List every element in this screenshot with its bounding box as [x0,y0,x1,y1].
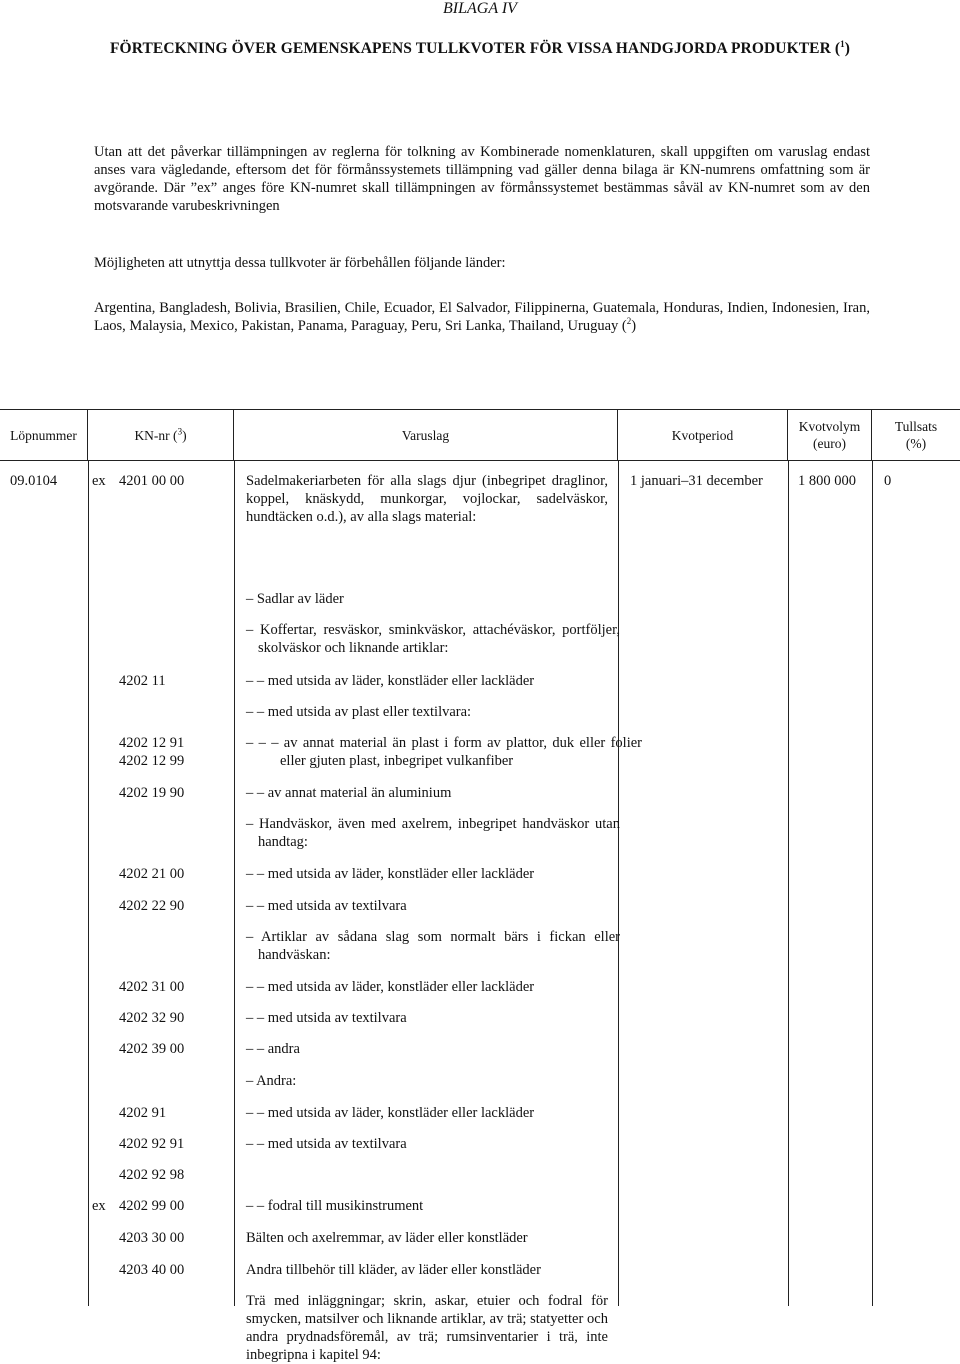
header-kn [88,410,234,460]
kn-number: 4202 22 90 [119,898,185,914]
description: – – med utsida av läder, konstläder eller lackläder [246,979,535,995]
description: – – fodral till musikinstrument [246,1198,424,1214]
header-duty-line2: (%) [905,436,927,451]
column-divider [618,461,619,1306]
description: – – med utsida av plast eller textilvara: [246,704,472,720]
kn-number: 4202 11 [119,673,166,689]
kn-code [92,1040,204,1058]
header-period [618,410,788,460]
kn-number: 4202 91 [119,1105,167,1121]
description: – – med utsida av textilvara [246,1010,407,1026]
column-divider [788,461,789,1306]
header-kn-text: KN-nr ( [134,427,178,443]
description: – Artiklar av sådana slag som normalt bärs i fickan eller handväskan: [246,929,620,963]
annex-label: BILAGA IV [443,0,517,17]
header-kn-label [134,427,186,444]
column-divider [872,461,873,1306]
kn-number: 4201 00 00 [119,473,185,489]
duty-rate: 0 [884,473,892,489]
description: – – med utsida av läder, konstläder eller lackläder [246,673,535,689]
description: – Andra: [246,1073,297,1089]
header-volume-line1: Kvotvolym [798,419,861,434]
footnote-ref-3: 3 [177,426,183,436]
description: – Sadlar av läder [246,591,344,607]
description: – – med utsida av textilvara [246,1136,407,1152]
table-body [0,461,960,1363]
header-volume-label [799,418,861,452]
serial-number: 09.0104 [10,473,58,489]
header-duty-line1: Tullsats [894,419,938,434]
kn-number: 4202 31 00 [119,979,185,995]
kn-code [92,865,204,883]
kn-code [92,1197,204,1215]
annex-title-close: ) [844,40,851,57]
description: Andra tillbehör till kläder, av läder eller konstläder [246,1262,541,1278]
ex-marker: ex [92,473,106,489]
description: – – med utsida av läder, konstläder eller lackläder [246,866,535,882]
description: – – – av annat material än plast i form av plattor, duk eller folier eller gjuten plast, inbegripet vulkanfiber [246,735,642,769]
header-serial [0,410,88,460]
kn-number: 4202 12 99 [119,753,185,769]
kn-number: 4202 39 00 [119,1041,185,1057]
description: – – med utsida av läder, konstläder eller lackläder [246,1105,535,1121]
description: – Handväskor, även med axelrem, inbegripet handväskor utan handtag: [246,816,620,850]
description: – – med utsida av textilvara [246,898,407,914]
description: Trä med inläggningar; skrin, askar, etuier och fodral för smycken, matsilver och liknande artiklar, av trä; statyetter och andra prydnadsföremål, av trä; rumsinventarier i trä, inte inbegripna i kapitel 94: [246,1293,608,1363]
description: – – andra [246,1041,300,1057]
quota-table [0,409,960,1363]
header-duty [872,410,960,460]
column-divider [234,461,235,1306]
description: Bälten och axelremmar, av läder eller konstläder [246,1230,528,1246]
kn-code [92,734,204,752]
kn-code [92,1166,204,1184]
kn-number: 4202 19 90 [119,785,185,801]
kn-code [92,672,204,690]
annex-title-text: FÖRTECKNING ÖVER GEMENSKAPENS TULLKVOTER FÖR VISSA HANDGJORDA PRODUKTER ( [109,40,841,57]
annex-title [0,40,960,58]
kn-code [92,752,204,770]
kn-number: 4203 40 00 [119,1262,185,1278]
kn-code [92,1135,204,1153]
description: – Koffertar, resväskor, sminkväskor, attachéväskor, portföljer, skolväskor och liknande artiklar: [246,622,620,656]
column-divider [88,461,89,1306]
kn-code [92,1104,204,1122]
description: Sadelmakeriarbeten för alla slags djur (inbegripet draglinor, koppel, knäskydd, munkorgar, vojlockar, sadelväskor, hundtäcken o.d.), av alla slags material: [246,473,608,525]
kn-number: 4202 99 00 [119,1198,185,1214]
kn-number: 4202 21 00 [119,866,185,882]
quota-period: 1 januari–31 december [630,473,763,489]
kn-code [92,784,204,802]
intro-paragraph: Utan att det påverkar tillämpningen av reglerna för tolkning av Kombinerade nomenklaturen, skall uppgiften om varuslag endast anses vara vägledande, eftersom det för förmånssystemets tillämpning vad gäller denna bilaga är KN-numrens omfattning som är avgörande. Där ”ex” anges före KN-numret skall tillämpningen av förmånssystemet bestämmas såväl av KN-numret som av den motsvarande varubeskrivningen [94,144,870,214]
header-description-label: Varuslag [401,427,450,443]
kn-code [92,1229,204,1247]
header-serial-label: Löpnummer [10,427,77,443]
kn-code [92,897,204,915]
header-period-label: Kvotperiod [671,427,734,443]
ex-marker: ex [92,1198,106,1214]
header-description [234,410,618,460]
quota-volume: 1 800 000 [798,473,856,489]
description: – – av annat material än aluminium [246,785,452,801]
footnote-ref-2: 2 [626,316,632,327]
kn-number: 4202 32 90 [119,1010,185,1026]
header-volume [788,410,872,460]
table-header [0,409,960,461]
kn-number: 4203 30 00 [119,1230,185,1246]
kn-number: 4202 92 91 [119,1136,185,1152]
footnote-ref-1: 1 [840,38,845,49]
kn-code [92,978,204,996]
country-list [94,299,870,335]
kn-number: 4202 92 98 [119,1167,185,1183]
kn-number: 4202 12 91 [119,735,185,751]
header-volume-line2: (euro) [813,436,846,451]
country-list-text: Argentina, Bangladesh, Bolivia, Brasilien, Chile, Ecuador, El Salvador, Filippinerna, Guatemala, Honduras, Indien, Indonesien, Iran, Laos, Malaysia, Mexico, Pakistan, Panama, Paraguay, Peru, Sri Lanka, Thailand, Uruguay ( [94,300,870,334]
header-kn-close: ) [182,427,187,443]
kn-code [92,1261,204,1279]
eligibility-paragraph: Möjligheten att utnyttja dessa tullkvoter är förbehållen följande länder: [94,255,506,271]
header-duty-label [895,418,937,452]
kn-code [92,472,204,490]
kn-code [92,1009,204,1027]
country-list-close: ) [631,318,637,334]
